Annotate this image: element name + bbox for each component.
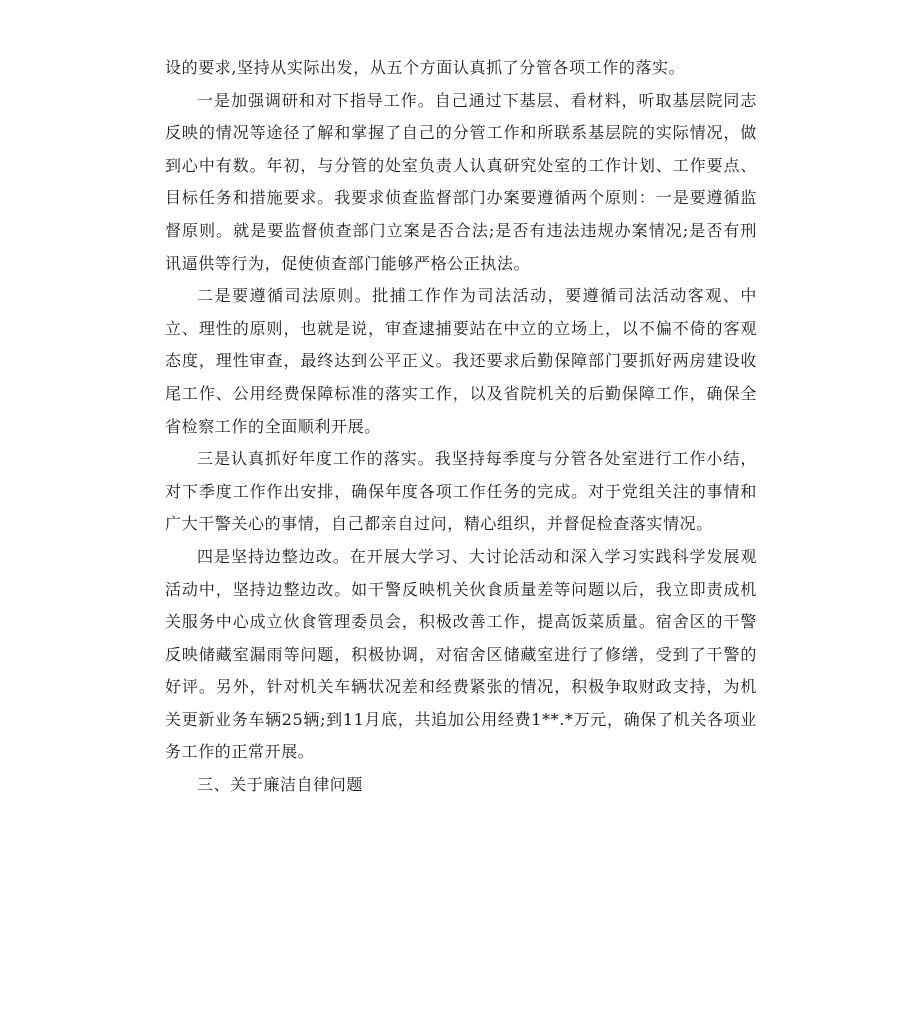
section-heading-integrity: 三、关于廉洁自律问题 [197, 775, 364, 795]
paragraph-judicial-principle: 二是要遵循司法原则。批捕工作作为司法活动，要遵循司法活动客观、中立、理性的原则，也就是说，审查逮捕要站在中立的立场上，以不偏不倚的客观态度，理性审查，最终达到公平正义。我还要求后勤保障部门要抓好两房建设收尾工作、公用经费保障标准的落实工作，以及省院机关的后勤保障工作，确保全省检察工作的全面顺利开展。 [165, 286, 757, 436]
paragraph-continuation: 设的要求,坚持从实际出发，从五个方面认真抓了分管各项工作的落实。 [165, 58, 686, 77]
document-body [165, 52, 757, 802]
paragraph-rectification: 四是坚持边整边改。在开展大学习、大讨论活动和深入学习实践科学发展观活动中，坚持边整边改。如干警反映机关伙食质量差等问题以后，我立即责成机关服务中心成立伙食管理委员会，积极改善工作，提高饭菜质量。宿舍区的干警反映储藏室漏雨等问题，积极协调，对宿舍区储藏室进行了修缮，受到了干警的好评。另外，针对机关车辆状况差和经费紧张的情况，积极争取财政支持，为机关更新业务车辆25辆;到11月底，共追加公用经费1**.*万元，确保了机关各项业务工作的正常开展。 [165, 546, 757, 762]
paragraph-annual-work: 三是认真抓好年度工作的落实。我坚持每季度与分管各处室进行工作小结，对下季度工作作出安排，确保年度各项工作任务的完成。对于党组关注的事情和广大干警关心的事情，自己都亲自过问，精心组织，并督促检查落实情况。 [165, 449, 757, 534]
paragraph-research-guidance: 一是加强调研和对下指导工作。自己通过下基层、看材料，听取基层院同志反映的情况等途径了解和掌握了自己的分管工作和所联系基层院的实际情况，做到心中有数。年初，与分管的处室负责人认真研究处室的工作计划、工作要点、目标任务和措施要求。我要求侦查监督部门办案要遵循两个原则：一是要遵循监督原则。就是要监督侦查部门立案是否合法;是否有违法违规办案情况;是否有刑讯逼供等行为，促使侦查部门能够严格公正执法。 [165, 90, 757, 273]
